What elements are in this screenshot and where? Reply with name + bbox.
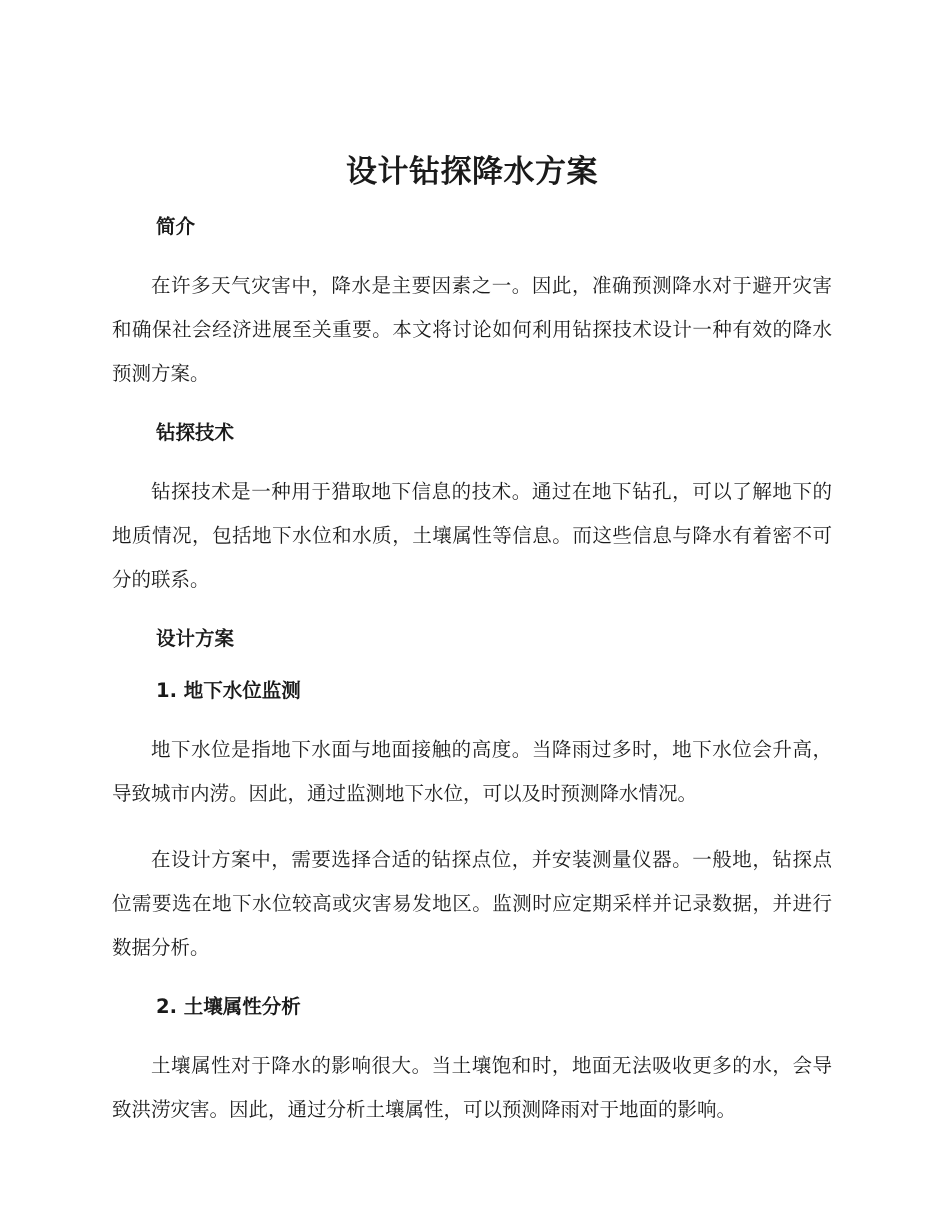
section-heading: 简介 — [156, 215, 196, 238]
section-drilling-technology — [112, 418, 832, 602]
section-soil-analysis — [112, 992, 832, 1132]
section-design-plan — [112, 624, 832, 654]
document-title: 设计钻探降水方案 — [346, 154, 598, 190]
section-intro — [112, 212, 832, 396]
paragraph: 地下水位是指地下水面与地面接触的高度。当降雨过多时，地下水位会升高，导致城市内涝。因此，通过监测地下水位，可以及时预测降水情况。 — [112, 738, 832, 805]
section-heading: 设计方案 — [156, 627, 235, 650]
document-body — [112, 150, 832, 1154]
section-heading: 2. 土壤属性分析 — [156, 995, 301, 1018]
paragraph: 在设计方案中，需要选择合适的钻探点位，并安装测量仪器。一般地，钻探点位需要选在地下水位较高或灾害易发地区。监测时应定期采样并记录数据，并进行数据分析。 — [112, 848, 832, 959]
section-heading: 钻探技术 — [156, 421, 235, 444]
paragraph: 在许多天气灾害中，降水是主要因素之一。因此，准确预测降水对于避开灾害和确保社会经济进展至关重要。本文将讨论如何利用钻探技术设计一种有效的降水预测方案。 — [112, 274, 832, 385]
section-groundwater-monitoring — [112, 676, 832, 970]
paragraph: 土壤属性对于降水的影响很大。当土壤饱和时，地面无法吸收更多的水，会导致洪涝灾害。因此，通过分析土壤属性，可以预测降雨对于地面的影响。 — [112, 1054, 832, 1121]
section-heading: 1. 地下水位监测 — [156, 679, 301, 702]
paragraph: 钻探技术是一种用于猎取地下信息的技术。通过在地下钻孔，可以了解地下的地质情况，包括地下水位和水质，土壤属性等信息。而这些信息与降水有着密不可分的联系。 — [112, 480, 832, 591]
